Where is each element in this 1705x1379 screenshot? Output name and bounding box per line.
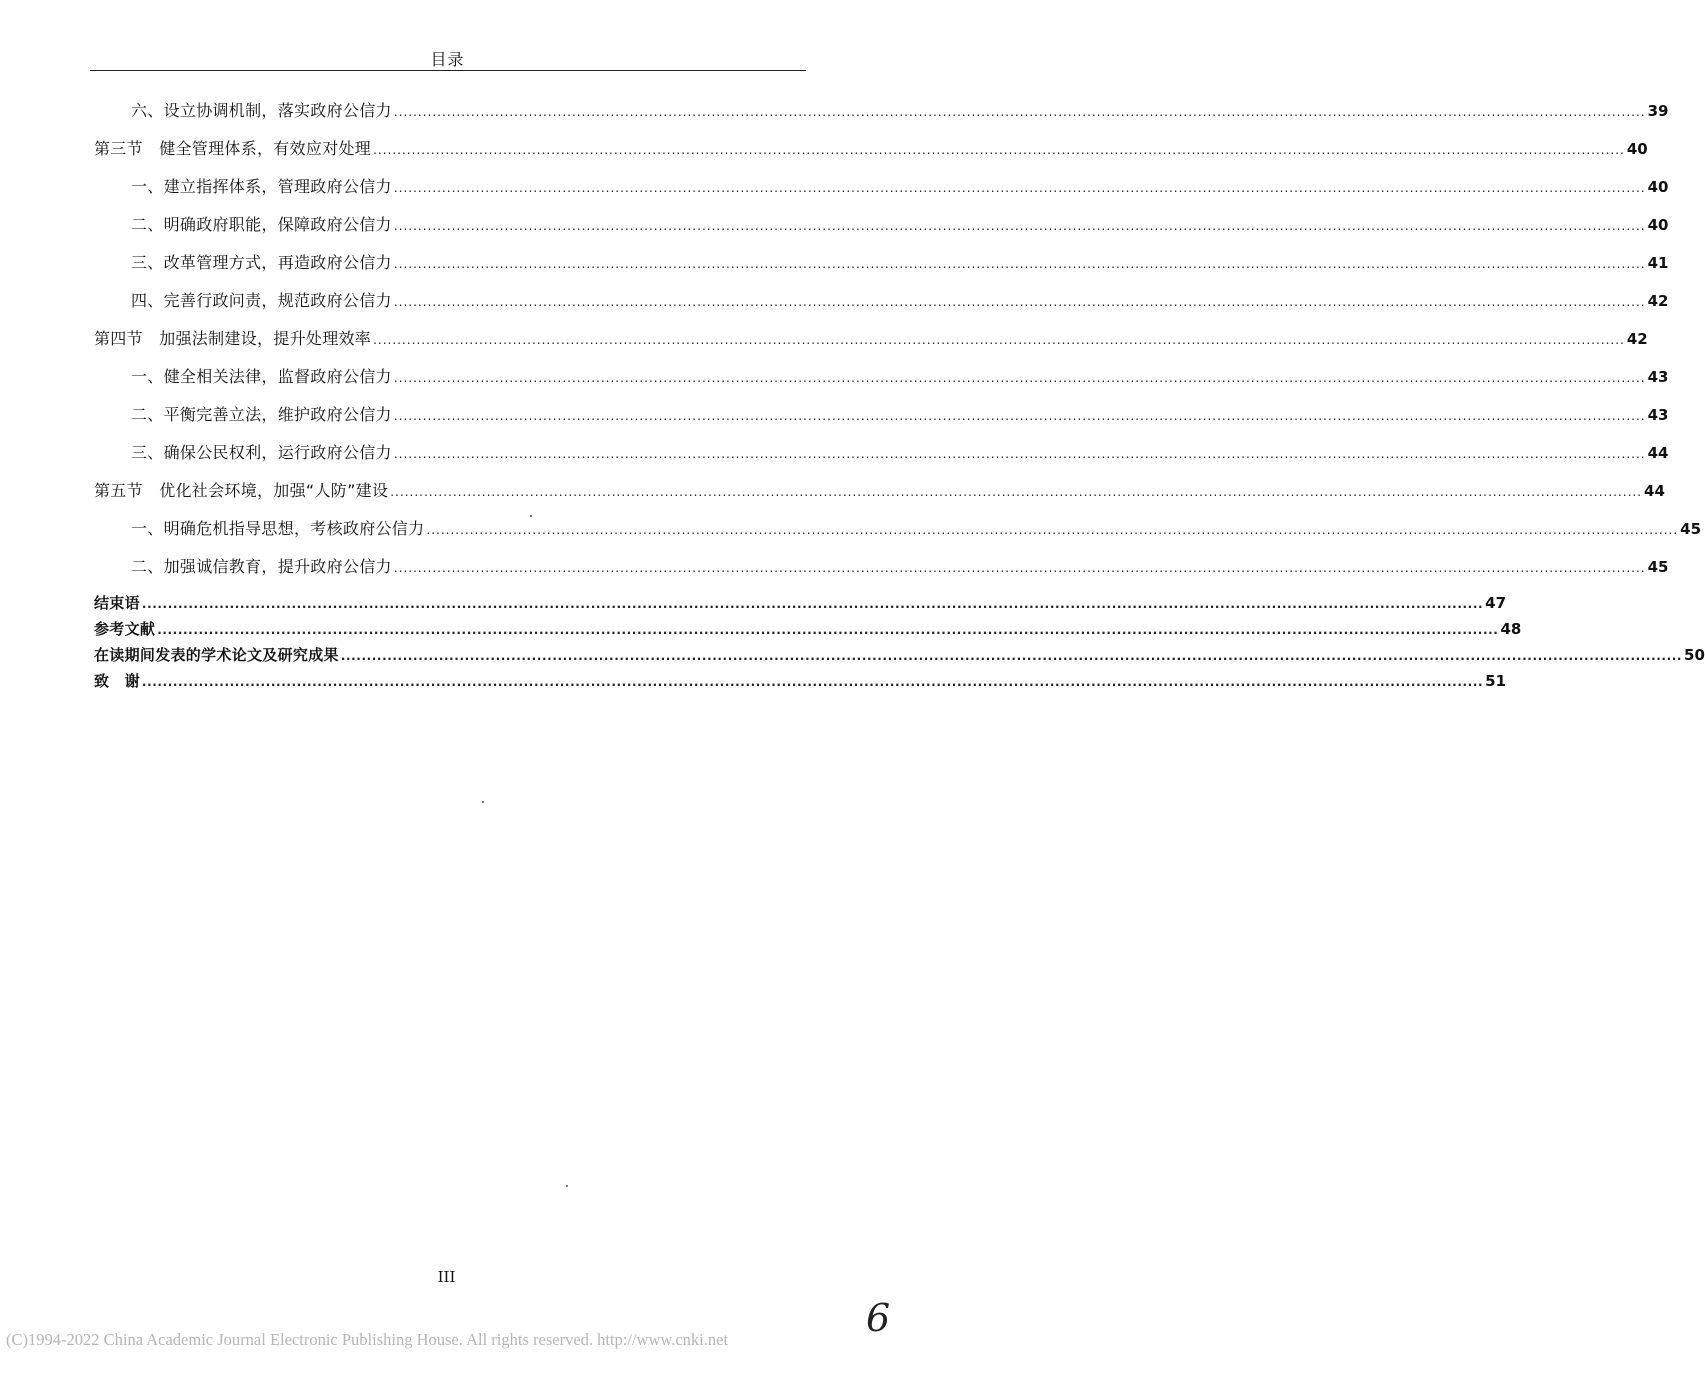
header-rule — [90, 70, 806, 71]
toc-entry[interactable] — [131, 555, 1669, 579]
toc-entry-label: 一、健全相关法律，监督政府公信力 — [131, 367, 392, 386]
dot-leader: .................................................................................................................................................................................................................................................................... — [393, 409, 1646, 423]
toc-entry[interactable] — [94, 479, 1665, 503]
toc-entry[interactable] — [131, 441, 1669, 465]
toc-entry-page: 42 — [1626, 330, 1648, 348]
dot-leader: .................................................................................................................................................................................................................................................................... — [373, 333, 1625, 347]
scan-speck — [566, 1185, 568, 1187]
toc-entry[interactable] — [94, 618, 1522, 640]
toc-entry-label: 六、设立协调机制，落实政府公信力 — [131, 101, 392, 120]
toc-entry[interactable] — [131, 517, 1702, 541]
toc-entry[interactable] — [131, 99, 1669, 123]
scan-speck — [530, 515, 532, 517]
toc-entry-label: 结束语 — [94, 594, 140, 612]
toc-entry-label: 四、完善行政问责，规范政府公信力 — [131, 291, 392, 310]
toc-entry-page: 44 — [1644, 482, 1665, 500]
toc-entry-label: 一、建立指挥体系，管理政府公信力 — [131, 177, 392, 196]
toc-entry-page: 50 — [1684, 646, 1705, 664]
dot-leader: .................................................................................................................................................................................................................................................................... — [393, 295, 1646, 309]
toc-entry-page: 42 — [1647, 292, 1669, 310]
dot-leader: .................................................................................................................................................................................................................................................................... — [340, 649, 1683, 663]
toc-entry-page: 43 — [1647, 368, 1669, 386]
toc-entry[interactable] — [94, 592, 1507, 614]
dot-leader: .................................................................................................................................................................................................................................................................... — [393, 219, 1646, 233]
toc-entry-page: 43 — [1647, 406, 1669, 424]
toc-entry-page: 44 — [1647, 444, 1669, 462]
toc-entry-label: 第三节 健全管理体系，有效应对处理 — [94, 139, 372, 158]
toc-entry-label: 在读期间发表的学术论文及研究成果 — [94, 646, 339, 664]
toc-entry[interactable] — [94, 327, 1648, 351]
toc-entry-page: 40 — [1626, 140, 1648, 158]
toc-entry-page: 47 — [1485, 594, 1507, 612]
toc-entry-label: 第四节 加强法制建设，提升处理效率 — [94, 329, 372, 348]
dot-leader: .................................................................................................................................................................................................................................................................... — [393, 105, 1646, 119]
toc-entry-page: 40 — [1647, 178, 1669, 196]
copyright-notice: (C)1994-2022 China Academic Journal Electronic Publishing House. All rights reserved. http://www.cnki.net — [6, 1330, 729, 1349]
toc-entry-label: 二、加强诚信教育，提升政府公信力 — [131, 557, 392, 576]
header-title: 目录 — [430, 50, 465, 69]
dot-leader: .................................................................................................................................................................................................................................................................... — [393, 447, 1646, 461]
dot-leader: .................................................................................................................................................................................................................................................................... — [393, 257, 1646, 271]
toc-entry-label: 第五节 优化社会环境，加强“人防”建设 — [94, 481, 389, 500]
toc-entry[interactable] — [94, 670, 1507, 692]
dot-leader: .................................................................................................................................................................................................................................................................... — [393, 371, 1646, 385]
toc-entry-page: 41 — [1647, 254, 1669, 272]
toc-entry[interactable] — [131, 213, 1669, 237]
toc-entry-page: 39 — [1647, 102, 1669, 120]
toc-entry-label: 二、明确政府职能，保障政府公信力 — [131, 215, 392, 234]
toc-entry-page: 40 — [1647, 216, 1669, 234]
dot-leader: .................................................................................................................................................................................................................................................................... — [390, 485, 1643, 499]
toc-entry-label: 三、确保公民权利，运行政府公信力 — [131, 443, 392, 462]
toc-entry-page: 45 — [1680, 520, 1702, 538]
toc-entry-label: 二、平衡完善立法，维护政府公信力 — [131, 405, 392, 424]
dot-leader: .................................................................................................................................................................................................................................................................... — [157, 623, 1499, 637]
toc-entry-label: 参考文献 — [94, 620, 156, 638]
dot-leader: .................................................................................................................................................................................................................................................................... — [393, 181, 1646, 195]
dot-leader: .................................................................................................................................................................................................................................................................... — [393, 561, 1646, 575]
toc-entry-label: 三、改革管理方式，再造政府公信力 — [131, 253, 392, 272]
handwritten-mark: 6 — [866, 1296, 891, 1340]
scan-speck — [482, 801, 484, 803]
toc-entry[interactable] — [131, 365, 1669, 389]
toc-entry[interactable] — [131, 289, 1669, 313]
toc-entry-label: 致 谢 — [94, 672, 140, 690]
toc-entry-page: 45 — [1647, 558, 1669, 576]
dot-leader: .................................................................................................................................................................................................................................................................... — [141, 675, 1484, 689]
dot-leader: .................................................................................................................................................................................................................................................................... — [373, 143, 1625, 157]
toc-entry-page: 51 — [1485, 672, 1507, 690]
toc-entry[interactable] — [131, 175, 1669, 199]
toc-entry[interactable] — [131, 251, 1669, 275]
page-number: III — [437, 1268, 456, 1286]
toc-entry-page: 48 — [1500, 620, 1522, 638]
toc-entry-label: 一、明确危机指导思想，考核政府公信力 — [131, 519, 425, 538]
toc-entry[interactable] — [94, 644, 1705, 666]
dot-leader: .................................................................................................................................................................................................................................................................... — [141, 597, 1484, 611]
toc-entry[interactable] — [131, 403, 1669, 427]
toc-entry[interactable] — [94, 137, 1648, 161]
dot-leader: .................................................................................................................................................................................................................................................................... — [426, 523, 1679, 537]
